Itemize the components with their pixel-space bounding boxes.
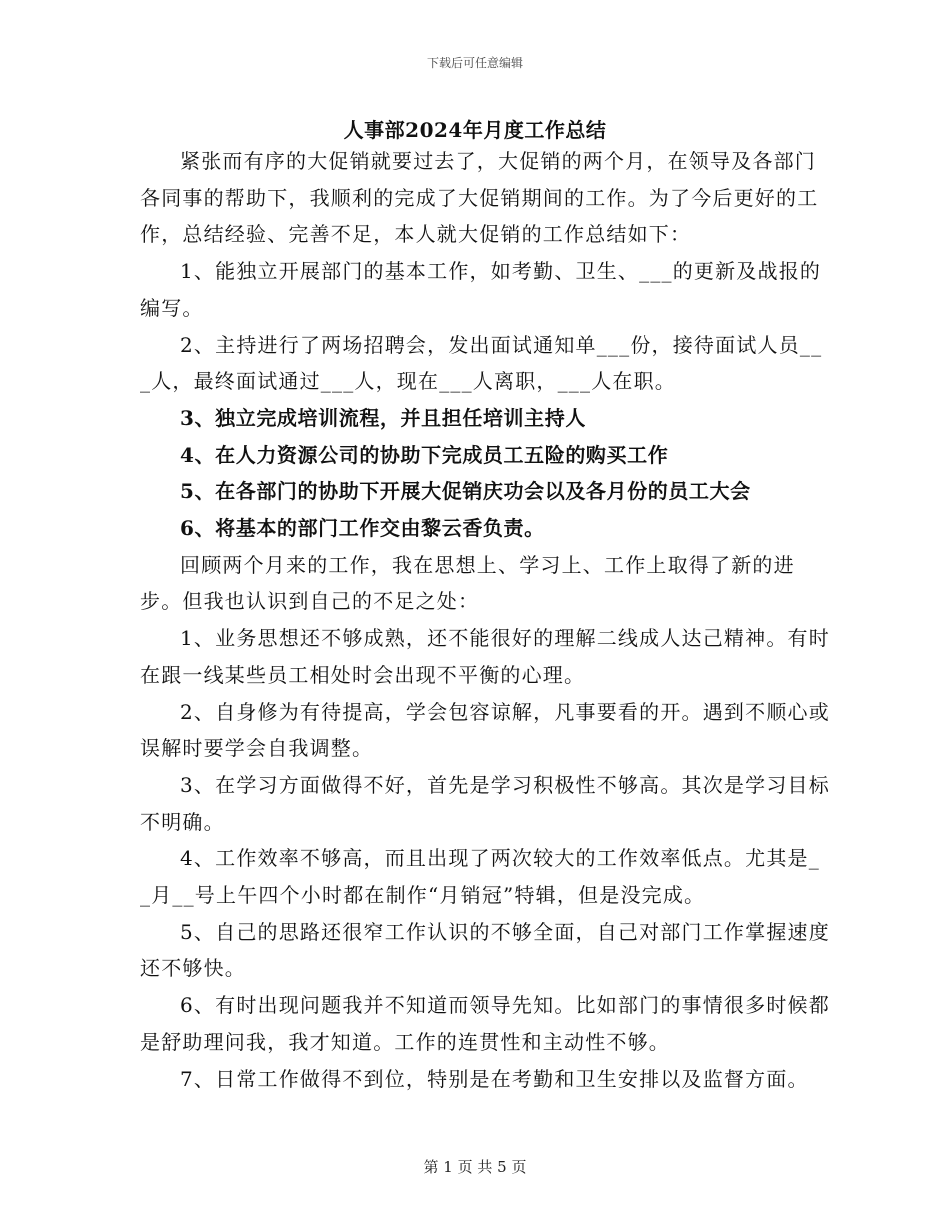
page-number: 第 1 页 共 5 页	[423, 1158, 527, 1176]
paragraph-shortcoming-3: 3、在学习方面做得不好，首先是学习积极性不够高。其次是学习目标不明确。	[140, 772, 830, 834]
paragraph-shortcoming-2: 2、自身修为有待提高，学会包容谅解，凡事要看的开。遇到不顺心或误解时要学会自我调整。	[140, 699, 830, 761]
paragraph-item-6: 6、将基本的部门工作交由黎云香负责。	[180, 516, 545, 541]
paragraph-intro: 紧张而有序的大促销就要过去了，大促销的两个月，在领导及各部门各同事的帮助下，我顺利的完成了大促销期间的工作。为了今后更好的工作，总结经验、完善不足，本人就大促销的工作总结如下：	[140, 149, 819, 247]
paragraph-item-3: 3、独立完成培训流程，并且担任培训主持人	[180, 405, 586, 430]
paragraph-item-1: 1、能独立开展部门的基本工作，如考勤、卫生、___的更新及战报的编写。	[140, 259, 822, 320]
paragraph-shortcoming-4: 4、工作效率不够高，而且出现了两次较大的工作效率低点。尤其是__月__号上午四个小时都在制作“月销冠”特辑，但是没完成。	[140, 846, 820, 908]
header-note: 下载后可任意编辑	[426, 56, 523, 70]
paragraph-shortcoming-7: 7、日常工作做得不到位，特别是在考勤和卫生安排以及监督方面。	[180, 1066, 809, 1091]
paragraph-item-5: 5、在各部门的协助下开展大促销庆功会以及各月份的员工大会	[180, 479, 751, 504]
document-title: 人事部2024年月度工作总结	[343, 118, 607, 142]
paragraph-review: 回顾两个月来的工作，我在思想上、学习上、工作上取得了新的进步。但我也认识到自己的不足之处：	[140, 552, 795, 614]
document-body	[140, 143, 830, 1097]
paragraph-shortcoming-6: 6、有时出现问题我并不知道而领导先知。比如部门的事情很多时候都是舒助理问我，我才知道。工作的连贯性和主动性不够。	[140, 993, 830, 1054]
paragraph-shortcoming-5: 5、自己的思路还很窄工作认识的不够全面，自己对部门工作掌握速度还不够快。	[140, 919, 830, 981]
paragraph-item-2: 2、主持进行了两场招聘会，发出面试通知单___份，接待面试人员___人，最终面试通过___人，现在___人离职，___人在职。	[140, 332, 823, 394]
paragraph-item-4: 4、在人力资源公司的协助下完成员工五险的购买工作	[180, 442, 669, 467]
paragraph-shortcoming-1: 1、业务思想还不够成熟，还不能很好的理解二线成人达己精神。有时在跟一线某些员工相处时会出现不平衡的心理。	[140, 626, 830, 687]
